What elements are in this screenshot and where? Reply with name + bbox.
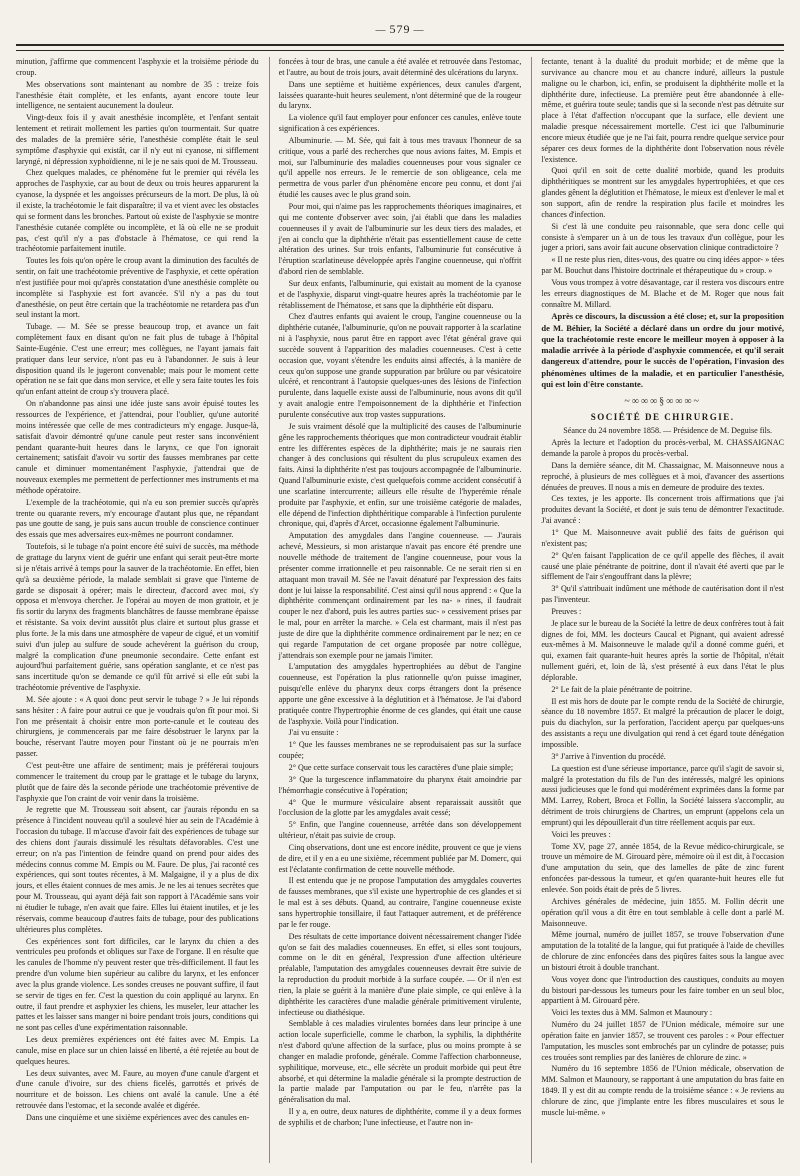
paragraph: La violence qu'il faut employer pour enfoncer ces canules, enlève toute signification à ces expériences. — [278, 113, 522, 134]
list-item: 3° Que la turgescence inflammatoire du pharynx était amoindrie par l'hémorrhagie consécutive à l'opération; — [278, 774, 522, 795]
paragraph: fectante, tenant à la dualité du produit morbide; et de même que la survivance au chancre mou et au chancre induré, ailleurs la pustule maligne ou le charbon, ici, enfin, se produisent la diphthérite molle et la diphthérite dure, infectieuse. La première peut être abandonnée à elle-même, et guérira toute seule; tandis que si la seconde n'est pas détruite sur place à l'état d'affection n'occupant que la surface, elle devient une maladie presque nécessairement mortelle. C'est ici que l'albuminurie encore mieux étudiée que je ne l'ai fait, pourra rendre quelque service pour séparer ces deux formes de la diphthérite dont l'observation nous révèle l'existence. — [541, 57, 784, 164]
paragraph: Toutefois, si le tubage n'a point encore été suivi de succès, ma méthode de grattage du larynx vient de guérir une enfant qui serait peut-être morte si je n'étais arrivé à temps pour la sauver de la trachéotomie. En effet, bien qu'à sa deuxième période, la malade semblait si grave que l'interne de garde se disposait à opérer; mais le directeur, d'accord avec moi, s'y opposa et m'envoya chercher. Je l'opérai au moyen de mon grattoir, et je fis sortir du larynx des fragments blanchâtres de fausse membrane épaisse et résistante. Sa voix devint aussitôt plus claire et surtout plus grasse et plus forte. Je la mis dans une atmosphère de vapeur de cigué, et un vomitif suivi d'un julep au sulfure de soude achevèrent la guérison du croup, malgré la complication d'une pneumonie secondaire. Cette enfant est aujourd'hui parfaitement guérie, sans opération sanglante, et ce n'est pas sans incertitude qu'on se demande ce qu'il fût arrivé si elle eût subi la trachéotomie préventive de l'asphyxie. — [16, 542, 259, 693]
paragraph: Quoi qu'il en soit de cette dualité morbide, quand les produits diphthéritiques se montrent sur les amygdales hypertrophiées, et que ces glandes gênent la déglutition et l'hématose, le mieux est d'enlever le mal et son support, afin de rendre la respiration plus facile et moindres les chances d'infection. — [541, 166, 784, 219]
paragraph: M. Sée ajoute : « A quoi donc peut servir le tubage ? » Je lui réponds sans hésiter : A faire pour autrui ce que je voudrais qu'on fît pour moi. Si l'on me présentait à choisir entre mon porte-canule et le couteau des chirurgiens, je commencerais par me faire désobstruer le larynx par la bouche, réservant l'autre moyen pour l'instant où je ne pourrais m'en passer. — [16, 694, 259, 759]
session-line: Séance du 24 novembre 1858. — Présidence de M. Deguise fils. — [563, 426, 773, 436]
page-number: — 579 — — [373, 22, 428, 36]
paragraph: Des résultats de cette importance doivent nécessairement changer l'idée qu'on se fait des maladies couenneuses. En effet, si elles sont toujours, comme on le dit en général, l'expression d'une affection ultérieure préalable, l'amputation des amygdales couenneuses devrait être suivie de la reproduction du produit morbide à la surface coupée. — Or il n'en est rien, la plaie se guérit à la manière d'une plaie simple, ce qui enlève à la diphthérite les caractères d'une maladie générale primitivement virulente, infectieuse ou diathésique. — [278, 931, 522, 1017]
paragraph: Chez d'autres enfants qui avaient le croup, l'angine couenneuse ou la diphthérie cutanée, l'albuminurie, qu'on ne pouvait rapporter à la scarlatine ni à l'asphyxie, nous parut être en rapport avec l'état général grave qui succède souvent à l'apparition des maladies couenneuses. C'est à cette occasion que, voyant s'étendre les enduits ainsi affectés, à la manière de ceux qu'on suppose une grande suppuration par brûlure ou par vésicatoire ulcéré, et rencontrant à l'autopsie quelques-unes des lésions de l'infection purulente, dans laquelle existe aussi de l'albuminurie, nous avons dit qu'il y avait analogie entre l'empoisonnement de la diphthérie et l'infection purulente consécutive aux trop vastes suppurations. — [278, 312, 522, 419]
paragraph: Dans la dernière séance, dit M. Chassaignac, M. Maisonneuve nous a reproché, à plusieurs de mes collègues et à moi, d'avancer des assertions dénuées de preuves. Il nous a mis en demeure de produire des textes. — [541, 460, 784, 492]
paragraph: Voici les textes dus à MM. Salmon et Maunoury : — [551, 1008, 713, 1018]
paragraph: Voici les preuves : — [551, 829, 611, 839]
header-rule — [16, 44, 784, 46]
paragraph: Numéro du 24 juillet 1857 de l'Union médicale, mémoire sur une opération faite en janvier 1857, se trouvent ces paroles : « Pour effectuer l'amputation, les muscles sont embrochés par un cylindre de potasse; puis ces trouées sont remplies par des lanières de chlorure de zinc. » — [541, 1020, 784, 1062]
paragraph: Pour moi, qui n'aime pas les rapprochements théoriques imaginaires, et qui me contente d'observer avec soin, j'ai établi que dans les maladies couenneuses il y avait de l'albuminurie sur les deux tiers des malades, et j'en ai conclu que la diphthérie n'était pas essentiellement cause de cette altération des urines. Sur trois enfants, l'albuminurie fut consécutive à l'éruption scarlatineuse développée après l'angine couenneuse, qui n'offrit d'abord rien de semblable. — [278, 201, 522, 277]
paragraph: Dans une septième et huitième expériences, deux canules d'argent, laissées quarante-huit heures seulement, n'ont déterminé que de la rougeur du larynx. — [278, 79, 522, 111]
paragraph: L'exemple de la trachéotomie, qui n'a eu son premier succès qu'après trente ou quarante revers, m'y encourage d'autant plus que, ne répandant pas une goutte de sang, je puis sans aucun trouble de conscience continuer des essais que mes adversaires eux-mêmes ne pourront condamner. — [16, 497, 259, 540]
quote: « Il ne reste plus rien, dites-vous, des quatre ou cinq idées appor- » tées par M. Bouchut dans l'histoire doctrinale et thérapeutique du » croup. » — [541, 255, 784, 276]
paragraph: Les deux premières expériences ont été faites avec M. Empis. La canule, mise en place sur un chien laissé en liberté, a été rejetée au bout de quelques heures. — [16, 1035, 259, 1066]
paragraph: Je place sur le bureau de la Société la lettre de deux confrères tout à fait dignes de foi, MM. les docteurs Caucal et Pignant, qui avaient adressé eux-mêmes à M. Maisonneuve le malade qu'il a donné comme guéri, et qui, examen fait quarante-huit heures après la sortie de l'hôpital, n'était nullement guéri, et, loin de là, s'est présenté à eux dans l'état le plus déplorable. — [541, 618, 784, 682]
paragraph: Semblable à ces maladies virulentes bornées dans leur principe à une action locale superficielle, comme le charbon, la syphilis, la diphthérite n'est d'abord qu'une affection de la surface, plus ou moins prompte à se changer en maladie profonde, générale. Comme l'affection charbonneuse, syphilitique, morveuse, etc., elle sécrète un produit morbide qui peut être absorbé, et qui détermine la maladie générale si la prompte destruction de la partie malade par l'amputation ou par le feu, n'arrête pas la généralisation du mal. — [278, 1019, 522, 1105]
paragraph: Je suis vraiment désolé que la multiplicité des causes de l'albuminurie gêne les rapprochements théoriques que mon contradicteur voudrait établir entre les différentes espèces de la diphthérite; mais je ne saurais rien changer à des conclusions qui résultent du plus scrupuleux examen des faits. Ainsi la diphthérite n'est pas toujours accompagnée de l'albuminurie. Quand l'albuminurie existe, c'est quelquefois comme accident consécutif à une scarlatine intercurrente; ailleurs elle résulte de l'hyperémie rénale produite par l'asphyxie, et enfin, sur une troisième catégorie de malades, elle dépend de l'infection diphthéritique comparable à l'infection purulente chronique, qui, d'après d'Arcet, occasionne également l'albuminurie. — [278, 421, 522, 529]
paragraph: Ces expériences sont fort difficiles, car le larynx du chien a des ventricules peu profonds et obliques sur l'axe de l'organe. Il en résulte que les canules de l'homme n'y peuvent rester que très-difficilement. Il faut les prendre d'un volume bien supérieur au calibre du larynx, et les enfoncer avec la plus grande violence. Les sondes creuses ne pouvant suffire, il faut se servir de tiges en fer. C'est la question du coin appliqué au larynx. En outre, il faut prendre et asphyxier les chiens, les museler, leur attacher les pattes et les laisser sans manger ni boire pendant trois jours, conditions qui ne sont pas celles d'une expérimentation raisonnable. — [16, 936, 259, 1033]
paragraph: Ces textes, je les apporte. Ils concernent trois affirmations que j'ai produites devant la Société, et dont je suis tenu de démontrer l'exactitude. J'ai avancé : — [541, 494, 784, 526]
paragraph: La question est d'une sérieuse importance, parce qu'il s'agit de savoir si, malgré la protestation du fils de l'un des intéressés, malgré les opinions aussi judicieuses que le fond qui modérément exprimées dans la forme par MM. Larrey, Robert, Broca et Follin, la Société laissera s'accomplir, au détriment de trois chirurgiens de Chartres, un emprunt (appelons cela un emprunt) qui les dépouillerait d'un titre réellement acquis par eux. — [541, 763, 784, 827]
page-header — [16, 18, 784, 40]
section-title: SOCIÉTÉ DE CHIRURGIE. — [590, 412, 735, 423]
paragraph: Vous vous trompez à votre désavantage, car il restera vos discours entre les erreurs diagnostiques de M. Blache et de M. Roger que nous fait connaître M. Millard. — [541, 277, 784, 309]
paragraph: Archives générales de médecine, juin 1855. M. Follin décrit une opération qu'il vous a dit être en tout semblable à celle dont a parlé M. Maisonneuve. — [541, 896, 784, 928]
paragraph: Dans une cinquième et une sixième expériences avec des canules en- — [26, 1113, 250, 1122]
paragraph: Les deux suivantes, avec M. Faure, au moyen d'une canule d'argent et d'une canule d'ivoire, sur des chiens ficelés, garrottés et privés de nourriture et de boisson. Les chiens ont avalé la canule. Une a été retrouvée dans l'estomac, et la seconde avalée et digérée. — [16, 1068, 259, 1111]
paragraph: Il y a, en outre, deux natures de diphthérite, comme il y a deux formes de syphilis et de charbon; l'une infectieuse, et l'autre non in- — [278, 1107, 522, 1127]
paragraph-tubage: Tubage. — M. Sée se presse beaucoup trop, et avance un fait complètement faux en disant qu'on ne fait plus de tubage à l'hôpital Sainte-Eugénie. C'est une erreur; mes collègues, ne l'ayant jamais fait pratiquer dans leur service, n'ont pas eu à l'abandonner. Je suis à leur disposition quand ils le jugeront convenable; mais pour le moment cette opération ne se fait que dans mon service, et elle y sera faite toutes les fois qu'un enfant atteint de croup s'y trouvera placé. — [16, 322, 259, 397]
list-item: 2° Qu'en faisant l'application de ce qu'il appelle des flèches, il avait causé une plaie pénétrante de poitrine, dont il n'avait été averti que par le sifflement de l'air s'engouffrant dans la plèvre; — [541, 550, 784, 582]
paragraph: Il est mis hors de doute par le compte rendu de la Société de chirurgie, séance du 18 novembre 1857. Et malgré la précaution de placer le doigt, puis du diachylon, sur la perforation, l'accident aperçu par quelques-uns des assistants a reçu une divulgation qui rend à cet égard toute dénégation impossible. — [541, 696, 784, 749]
column-right — [531, 57, 784, 1163]
paragraph: Tome XV, page 27, année 1854, de la Revue médico-chirurgicale, se trouve un mémoire de M. Girouard père, mémoire où il est dit, à l'occasion d'une amputation du sein, que des lamelles de pâte de zinc furent enfoncées par-dessous la tumeur, et qu'en quarante-huit heures elle fut enlevée. Son poids était de près de 5 livres. — [541, 841, 784, 894]
paragraph: Même journal, numéro de juillet 1857, se trouve l'observation d'une amputation de la totalité de la langue, qui fut pratiquée à l'aide de chevilles de chlorure de zinc enfoncées dans des piqûres faites sous la langue avec un bistouri étroit à double tranchant. — [541, 930, 784, 972]
column-left — [16, 57, 259, 1163]
paragraph: Mes observations sont maintenant au nombre de 35 : treize fois l'anesthésie était complète, et les enfants, ayant encore toute leur intelligence, ne sentaient aucunement la douleur. — [16, 79, 259, 111]
paragraph: On n'abandonne pas ainsi une idée juste sans avoir épuisé toutes les ressources de l'expérience, et j'attendrai, pour l'oublier, qu'une autorité moins intéressée que celle de mes contradicteurs m'y engage. Jusque-là, satisfait d'avoir démontré qu'une canule peut rester sans inconvénient pendant quarante-huit heures dans le larynx, ce que l'on ignorait certainement; satisfait d'avoir vu sortir des fausses membranes par cette canule et diminuer momentanément l'asphyxie, j'attendrai que de nouveaux exemples me permettent de perfectionner mes instruments et ma méthode opératoire. — [16, 399, 259, 495]
paragraph: foncées à tour de bras, une canule a été avalée et retrouvée dans l'estomac, et l'autre, au bout de trois jours, avait déterminé des ulcérations du larynx. — [278, 57, 522, 77]
paragraph: minution, j'affirme que commencent l'asphyxie et la troisième période du croup. — [16, 57, 259, 77]
paragraph-albuminurie: Albuminurie. — M. Sée, qui fait à tous mes travaux l'honneur de sa critique, vous a parlé des recherches que nous avions faites, M. Empis et moi, sur l'albuminurie des maladies couenneuses pour vous signaler ce qu'il appelle nos erreurs. Je le remercie de son obligeance, cela me permettra de vous parler d'un phénomène encore peu connu, et dont j'ai étudié les causes avec le plus grand soin. — [278, 135, 522, 200]
paragraph: C'est peut-être une affaire de sentiment; mais je préférerai toujours commencer le traitement du croup par le grattage et le tubage du larynx, plutôt que de faire dès la seconde période une trachéotomie préventive de l'asphyxie que l'on craint de voir venir dans la troisième. — [16, 761, 259, 803]
column-middle — [269, 57, 522, 1163]
article-columns — [16, 57, 784, 1163]
list-item: 5° Enfin, que l'angine couenneuse, arrêtée dans son développement ultérieur, n'était pas suivie de croup. — [278, 820, 522, 841]
paragraph: Preuves : — [551, 606, 582, 616]
list-item: 3° Qu'il s'attribuait indûment une méthode de cautérisation dont il n'est pas l'inventeur. — [541, 584, 784, 605]
paragraph: 3° J'arrive à l'invention du procédé. — [551, 751, 666, 761]
paragraph: Vous voyez donc que l'introduction des caustiques, conduits au moyen du bistouri par-dessous les tumeurs pour les faire tomber en un seul bloc, appartient à M. Girouard père. — [541, 974, 784, 1006]
paragraph: Sur deux enfants, l'albuminurie, qui existait au moment de la cyanose et de l'asphyxie, disparut vingt-quatre heures après la trachéotomie par le rétablissement de l'hématose, et sans que la diphthérie eût disparu. — [278, 278, 522, 310]
paragraph: Numéro du 16 septembre 1856 de l'Union médicale, observation de MM. Salmon et Maunoury, se rapportant à une amputation du bras faite en 1849. Il y est dit au compte rendu de la troisième séance : « Je reviens au chlorure de zinc, que j'implante entre les fibres musculaires et sous le muscle lui-même. » — [541, 1064, 784, 1117]
paragraph: Il est entendu que je ne propose l'amputation des amygdales couvertes de fausses membranes, que s'il existe une hypertrophie de ces glandes et si le mal est à ses débuts. Quand, au contraire, l'angine couenneuse existe sans hypertrophie tonsillaire, il faut l'attaquer autrement, et de préférence par le fer rouge. — [278, 876, 522, 929]
list-item: 1° Que les fausses membranes ne se reproduisaient pas sur la surface coupée; — [278, 740, 522, 761]
section-ornament: ~∞∞∞§∞∞∞~ — [624, 395, 701, 407]
paragraph: Chez quelques malades, ce phénomène fut le premier qui révéla les approches de l'asphyxie, car au bout de deux ou trois heures apparurent la cyanose, la dyspnée et les angoisses précurseurs de la mort. De plus, là où il existe, la trachéotomie le fait disparaître; il va et vient avec les obstacles qui se forment dans les bronches. Partout où existe de l'asphyxie se montre l'anesthésie cutanée complète ou incomplète, et là où elle ne se produit pas, c'est qu'il n'y a pas d'obstacle à l'hématose, ce qui rend la trachéotomie parfaitement inutile. — [16, 168, 259, 254]
resolution-paragraph: Après ce discours, la discussion a été close; et, sur la proposition de M. Béhier, la Société a déclaré dans un ordre du jour motivé, que la trachéotomie reste encore le meilleur moyen à opposer à la maladie arrivée à la période d'asphyxie commencée, et qu'il serait dangereux d'attendre, pour le succès de l'opération, l'invasion des phénomènes ultimes de la maladie, et en particulier l'anesthésie, qui est loin d'être constante. — [541, 311, 784, 389]
paragraph: Cinq observations, dont une est encore inédite, prouvent ce que je viens de dire, et il y en a eu une sixième, récemment publiée par M. Domerc, qui est l'éclatante confirmation de cette nouvelle méthode. — [278, 842, 522, 874]
list-item: 4° Que le murmure vésiculaire absent reparaissait aussitôt que l'occlusion de la glotte par les amygdales avait cessé; — [278, 797, 522, 818]
list-item: 2° Que cette surface conservait tous les caractères d'une plaie simple; — [288, 763, 514, 772]
paragraph: Vingt-deux fois il y avait anesthésie incomplète, et l'enfant sentait lentement et retirait mollement les parties qu'on tourmentait. Sur quatre des malades de la première série, l'anesthésie complète était le seul symptôme d'asphyxie qui existât, car il n'y eut ni cyanose, ni sifflement laryngé, ni dépression xyphoïdienne, ni le je ne sais quoi de M. Trousseau. — [16, 113, 259, 166]
paragraph: Toutes les fois qu'on opère le croup avant la diminution des facultés de sentir, on fait une trachéotomie préventive de l'asphyxie, et cette opération n'est justifiée pour moi qu'après constatation d'une anesthésie complète ou incomplète si l'asphyxie est fort avancée. S'il n'y a pas du tout d'anesthésie, on peut être certain que la trachéotomie ne retardera pas d'un seul instant la mort. — [16, 256, 259, 320]
paragraph: L'amputation des amygdales hypertrophiées au début de l'angine couenneuse, est l'opération la plus rationnelle qu'on puisse imaginer, puisqu'elle enlève du pharynx deux corps étrangers dont la présence apporte une gêne excessive à la déglutition et à l'hématose. Je l'ai d'abord pratiquée contre l'hypertrophie énorme de ces glandes, qui était une cause de l'asphyxie. Voilà pour l'indication. — [278, 662, 522, 726]
list-item: 1° Que M. Maisonneuve avait publié des faits de guérison qui n'existent pas; — [541, 527, 784, 548]
paragraph-amputation: Amputation des amygdales dans l'angine couenneuse. — J'aurais achevé, Messieurs, si mon aristarque n'avait pas encore été prendre une nouvelle méthode de traitement de l'angine couenneuse, pour vous la présenter comme irrationnelle et peu raisonnable. Ce ne serait rien si en attaquant mon travail M. Sée ne l'avait dénaturé par l'expression des faits dont je lui laisse la responsabilité. C'est ainsi qu'il nous apprend : « Que la diphthérite commençant ordinairement par les na- » rines, il faudrait couper le nez d'abord, puis les autres parties suc- » cessivement prises par le mal, pour en arrêter la marche. » Cela est charmant, mais il n'est pas juste de dire que la diphthérite commence ordinairement par le nez; en ce qui regarde l'amputation de cet organe proposée par notre collègue, j'attendrais son exemple pour ne jamais l'imiter. — [278, 531, 522, 660]
paragraph: Si c'est là une conduite peu raisonnable, que sera donc celle qui consiste à s'emparer un à un de tous les travaux d'un collègue, pour les juger a priori, sans avoir fait aucune observation clinique contradictoire ? — [541, 221, 784, 253]
header-rule-thin — [16, 50, 784, 51]
paragraph: Après la lecture et l'adoption du procès-verbal, M. CHASSAIGNAC demande la parole à propos du procès-verbal. — [541, 438, 784, 459]
paragraph: Je regrette que M. Trousseau soit absent, car j'aurais répondu en sa présence à l'incident nouveau qu'il a soulevé hier au sein de l'Académie à l'occasion du tubage. Il m'accuse d'avoir fait des expériences de tubage sur des chiens dont j'aurais dissimulé les résultats défavorables. C'est une erreur; on n'a pas l'intention de feindre quand on prend pour aides des médecins connus comme M. Empis ou M. Faure. De plus, j'ai raconté ces expériences, qui sont toutes récentes, à M. Malgaigne, il y a plus de dix jours, et elles étaient connues de mes amis. Je ne les ai tenues secrètes que pour M. Trousseau, qui ayant déjà fait son rapport à l'Académie sans voir ni étudier le tubage, n'en avait que faire. Elles lui étaient inutiles, et je les réservais, comme beaucoup d'autres faits de tubage, pour des publications ultérieures plus complètes. — [16, 805, 259, 934]
paragraph: 2° Le fait de la plaie pénétrante de poitrine. — [551, 684, 692, 694]
paragraph: J'ai vu ensuite : — [288, 728, 339, 738]
